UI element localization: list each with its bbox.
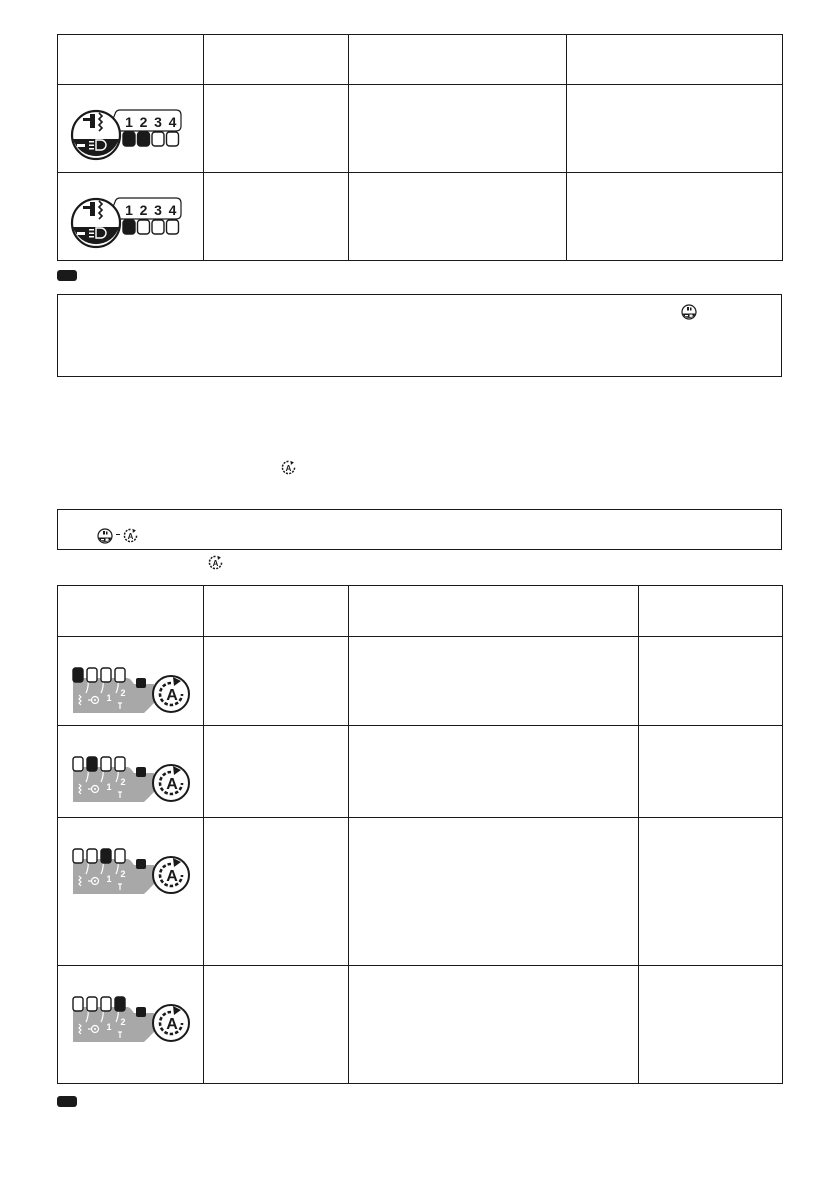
level-lamp <box>138 132 150 146</box>
indicator-cell <box>58 726 204 818</box>
level-lamp <box>123 220 135 234</box>
level-lamp <box>152 132 164 146</box>
indicator-cell <box>58 85 204 173</box>
mode-lamp <box>87 997 97 1011</box>
table-cell <box>639 637 783 726</box>
level-digit: 1 <box>125 114 133 130</box>
mode-lamp <box>115 997 125 1011</box>
table-header-cell <box>567 35 783 85</box>
status-lamp <box>136 859 146 869</box>
table-header-row <box>58 35 783 85</box>
table-cell <box>349 85 567 173</box>
level-lamp <box>138 220 150 234</box>
mode-letter: A <box>166 1016 178 1033</box>
indicator-cell <box>58 173 204 261</box>
level-digit: 4 <box>168 202 177 218</box>
table-cell <box>349 818 639 966</box>
level-lamp <box>123 132 135 146</box>
note-box-2 <box>57 509 782 550</box>
svg-text:A: A <box>127 531 134 541</box>
level-lamp <box>167 220 179 234</box>
level-lamp <box>167 132 179 146</box>
mode-lamp <box>73 997 83 1011</box>
table-cell <box>639 818 783 966</box>
mode-lamp <box>115 668 125 682</box>
level-digit: 4 <box>168 114 177 130</box>
separator-mark <box>116 534 120 535</box>
table-header-cell <box>349 586 639 637</box>
table-header-cell <box>58 35 204 85</box>
mode-letter: A <box>166 868 178 885</box>
status-lamp <box>136 767 146 777</box>
table-header-cell <box>349 35 567 85</box>
mode-digit: 1 <box>106 693 112 703</box>
mode-digit: 2 <box>120 1017 126 1027</box>
table-header-row <box>58 586 783 637</box>
table-cell <box>567 173 783 261</box>
assist-mode-icon <box>123 528 138 543</box>
table-row <box>58 637 783 726</box>
level-digit: 2 <box>139 202 148 218</box>
assist-mode-indicator-icon <box>72 756 190 806</box>
indicator-cell <box>58 637 204 726</box>
table-cell <box>204 818 349 966</box>
table-cell <box>567 85 783 173</box>
table-cell <box>349 637 639 726</box>
indicator-cell <box>58 818 204 966</box>
table-cell <box>204 85 349 173</box>
table-row <box>58 173 783 261</box>
mode-digit: 1 <box>106 782 112 792</box>
mode-digit: 2 <box>120 777 126 787</box>
svg-text:A: A <box>285 463 292 473</box>
mode-button-icon <box>681 304 697 320</box>
assist-mode-icon <box>281 460 296 475</box>
mode-lamp <box>115 757 125 771</box>
mode-digit: 2 <box>120 688 126 698</box>
note-box <box>57 294 782 377</box>
status-lamp <box>136 678 146 688</box>
level-digit: 2 <box>139 114 148 130</box>
mode-digit: 2 <box>120 869 126 879</box>
level-digit: 3 <box>154 114 162 130</box>
mode-lamp <box>87 757 97 771</box>
mode-button-icon <box>97 528 113 544</box>
table-row <box>58 726 783 818</box>
language-badge <box>57 1096 77 1107</box>
impact-force-indicator-icon <box>68 193 184 249</box>
status-lamp <box>136 1007 146 1017</box>
table-row <box>58 818 783 966</box>
mode-digit: 1 <box>106 874 112 884</box>
level-digit: 1 <box>125 202 133 218</box>
language-badge <box>57 270 77 281</box>
level-lamp <box>152 220 164 234</box>
mode-lamp <box>87 849 97 863</box>
table-header-cell <box>204 586 349 637</box>
mode-letter: A <box>166 687 178 704</box>
mode-lamp <box>101 849 111 863</box>
level-digit: 3 <box>154 202 162 218</box>
mode-lamp <box>101 668 111 682</box>
assist-mode-table <box>57 585 783 1084</box>
table-cell <box>349 966 639 1084</box>
table-header-cell <box>639 586 783 637</box>
mode-letter: A <box>166 776 178 793</box>
table-header-cell <box>58 586 204 637</box>
mode-lamp <box>73 757 83 771</box>
table-cell <box>639 966 783 1084</box>
mode-lamp <box>87 668 97 682</box>
mode-lamp <box>73 849 83 863</box>
table-cell <box>204 173 349 261</box>
table-row <box>58 966 783 1084</box>
mode-lamp <box>101 757 111 771</box>
table-cell <box>349 173 567 261</box>
table-row <box>58 85 783 173</box>
table-header-cell <box>204 35 349 85</box>
svg-text:A: A <box>212 558 219 568</box>
table-cell <box>204 966 349 1084</box>
indicator-cell <box>58 966 204 1084</box>
table-cell <box>204 726 349 818</box>
mode-lamp <box>115 849 125 863</box>
table-cell <box>639 726 783 818</box>
mode-lamp <box>101 997 111 1011</box>
table-cell <box>204 637 349 726</box>
impact-force-indicator-icon <box>68 105 184 161</box>
assist-mode-indicator-icon <box>72 667 190 717</box>
mode-digit: 1 <box>106 1022 112 1032</box>
table-cell <box>349 726 639 818</box>
assist-mode-indicator-icon <box>72 996 190 1046</box>
assist-mode-indicator-icon <box>72 848 190 898</box>
mode-lamp <box>73 668 83 682</box>
impact-force-table <box>57 34 783 261</box>
assist-mode-icon <box>208 555 223 570</box>
